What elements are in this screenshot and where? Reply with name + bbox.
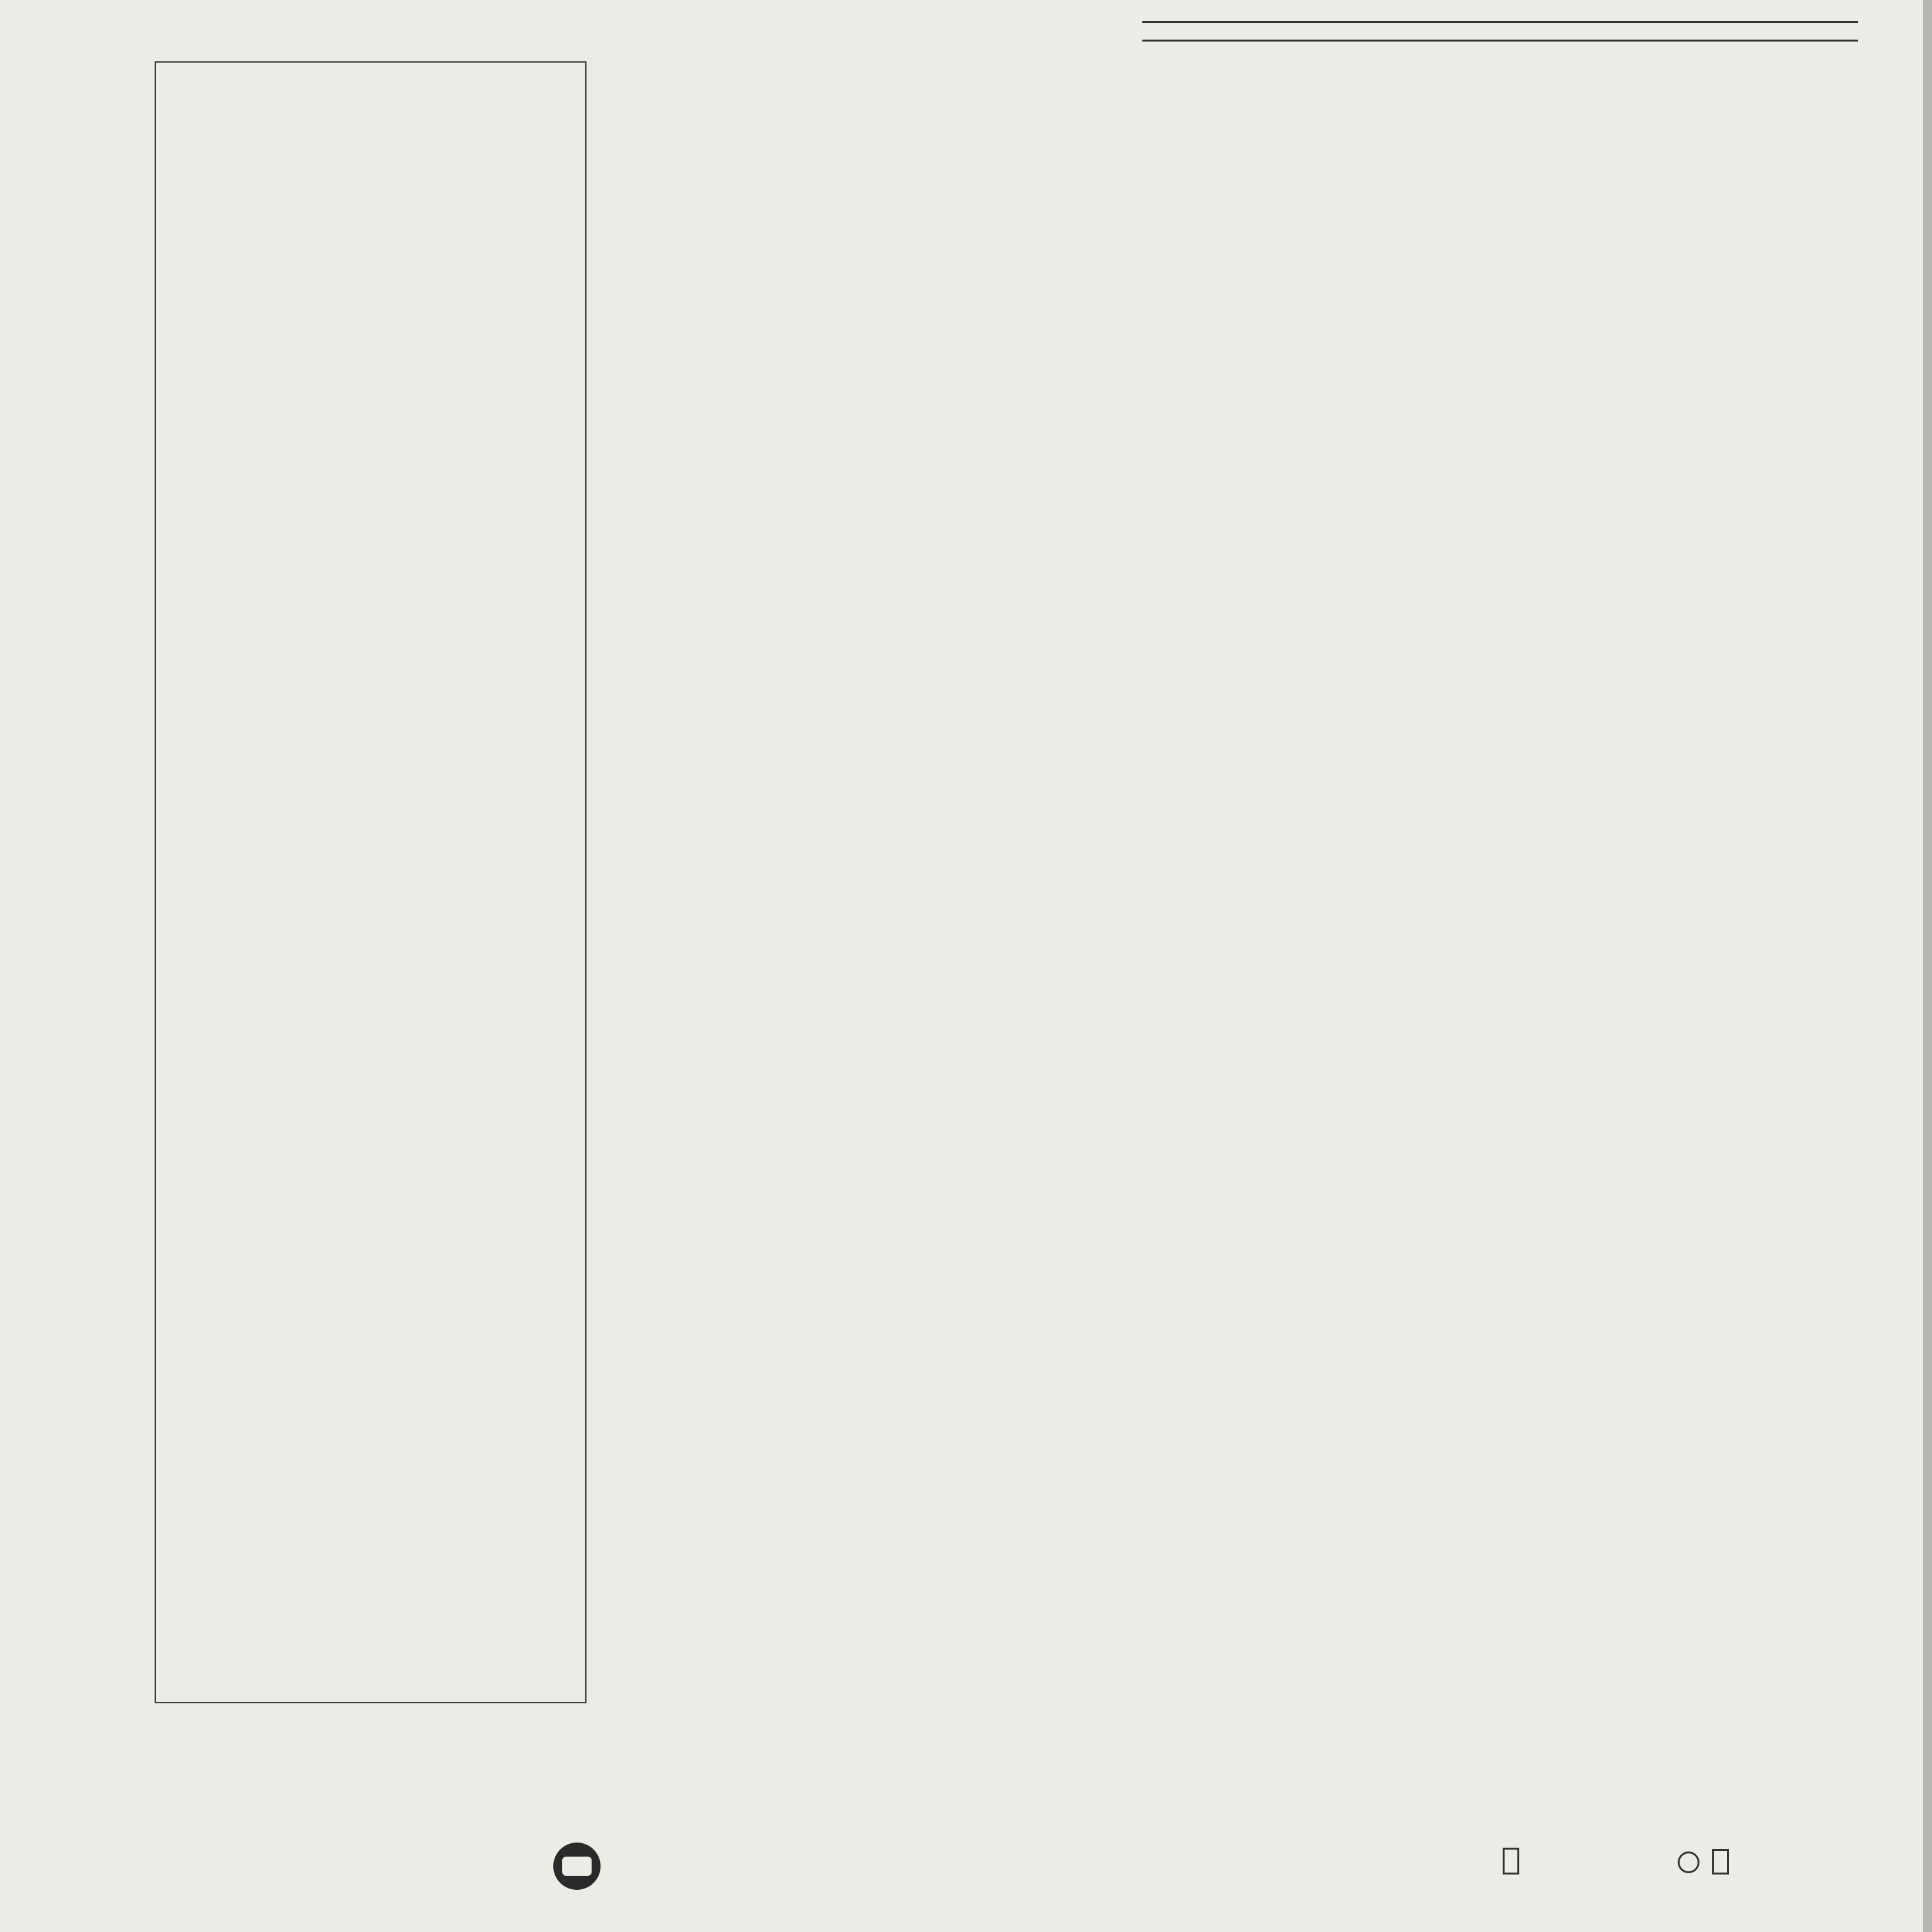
title-rule-bottom — [1142, 40, 1858, 42]
k-mark-icon — [1678, 1851, 1699, 1873]
victor-logo-icon — [553, 1843, 601, 1890]
made-in-label — [1712, 1849, 1729, 1874]
sleeve-edge — [1923, 0, 1932, 1932]
title-rule-top — [1142, 21, 1858, 23]
tracklist-box — [155, 61, 586, 1703]
price-label — [1503, 1848, 1519, 1874]
